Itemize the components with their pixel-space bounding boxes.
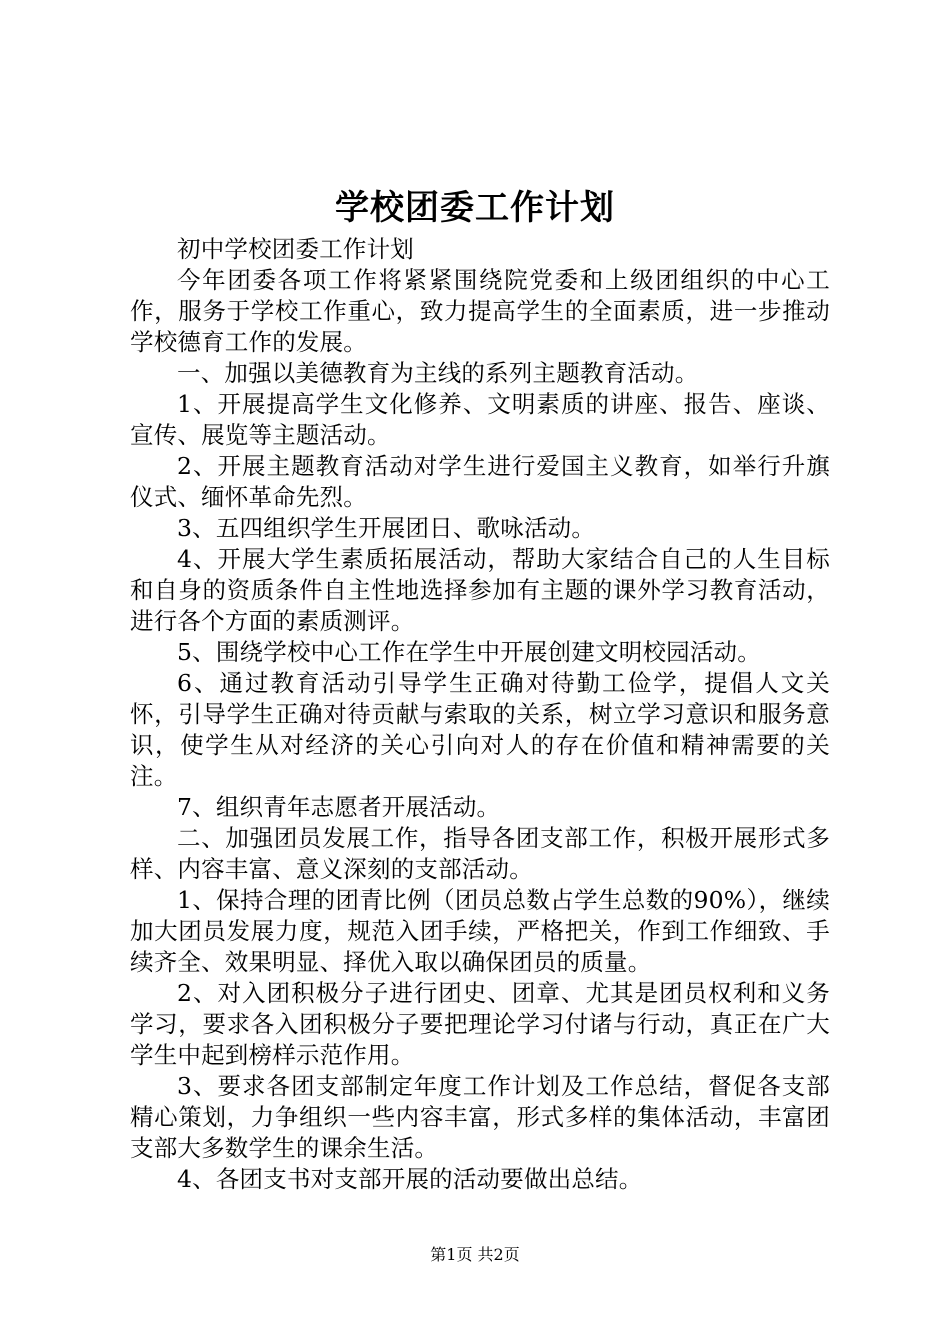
paragraph-item: 4、各团支书对支部开展的活动要做出总结。 — [177, 1165, 643, 1193]
paragraph-item: 5、围绕学校中心工作在学生中开展创建文明校园活动。 — [177, 638, 761, 666]
paragraph-section-2-heading: 二、加强团员发展工作，指导各团支部工作，积极开展形式多样、内容丰富、意义深刻的支部活动。 — [130, 824, 830, 883]
paragraph-item: 1、开展提高学生文化修养、文明素质的讲座、报告、座谈、宣传、展览等主题活动。 — [130, 390, 830, 449]
page-footer: 第1页 共2页 — [430, 1245, 520, 1264]
paragraph-item: 4、开展大学生素质拓展活动，帮助大家结合自己的人生目标和自身的资质条件自主性地选择参加有主题的课外学习教育活动，进行各个方面的素质测评。 — [130, 545, 830, 635]
paragraph-item: 7、组织青年志愿者开展活动。 — [177, 793, 501, 821]
paragraph-item: 6、通过教育活动引导学生正确对待勤工俭学，提倡人文关怀，引导学生正确对待贡献与索取的关系，树立学习意识和服务意识，使学生从对经济的关心引向对人的存在价值和精神需要的关注。 — [130, 669, 830, 790]
document-body — [130, 234, 830, 1195]
paragraph-item: 2、对入团积极分子进行团史、团章、尤其是团员权利和义务学习，要求各入团积极分子要把理论学习付诸与行动，真正在广大学生中起到榜样示范作用。 — [130, 979, 830, 1069]
paragraph-subtitle: 初中学校团委工作计划 — [177, 235, 414, 263]
paragraph-item: 3、要求各团支部制定年度工作计划及工作总结，督促各支部精心策划，力争组织一些内容丰富，形式多样的集体活动，丰富团支部大多数学生的课余生活。 — [130, 1072, 830, 1162]
paragraph-section-1-heading: 一、加强以美德教育为主线的系列主题教育活动。 — [177, 359, 699, 387]
paragraph-item: 2、开展主题教育活动对学生进行爱国主义教育，如举行升旗仪式、缅怀革命先烈。 — [130, 452, 830, 511]
paragraph-item: 1、保持合理的团青比例（团员总数占学生总数的90%），继续加大团员发展力度，规范入团手续，严格把关，作到工作细致、手续齐全、效果明显、择优入取以确保团员的质量。 — [130, 886, 830, 976]
paragraph-item: 3、五四组织学生开展团日、歌咏活动。 — [177, 514, 596, 542]
document-title: 学校团委工作计划 — [335, 188, 615, 228]
paragraph-intro: 今年团委各项工作将紧紧围绕院党委和上级团组织的中心工作，服务于学校工作重心，致力提高学生的全面素质，进一步推动学校德育工作的发展。 — [130, 266, 830, 356]
